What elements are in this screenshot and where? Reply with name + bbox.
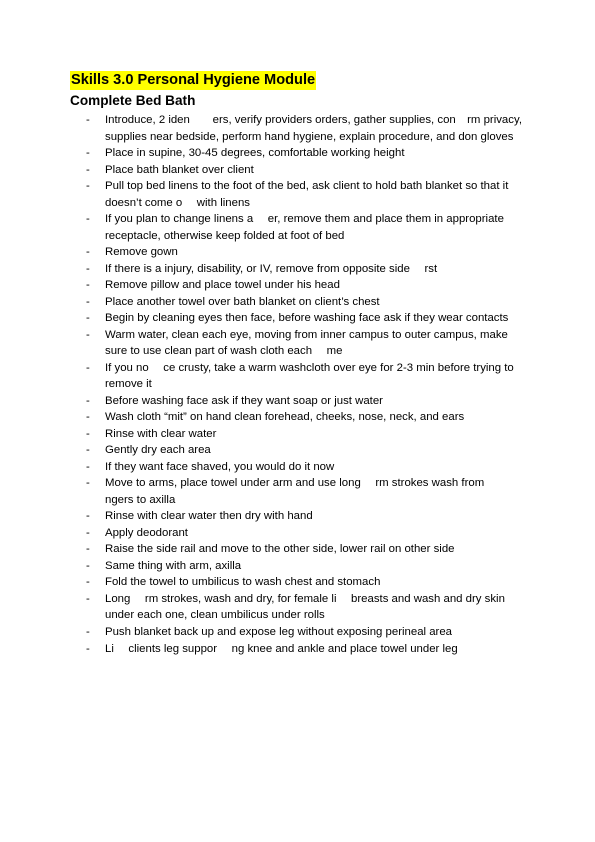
- procedure-step: [86, 261, 526, 278]
- procedure-step: [86, 409, 526, 426]
- procedure-steps-list: [86, 112, 526, 657]
- bullet-dash: -: [86, 163, 90, 176]
- bullet-dash: -: [86, 295, 90, 308]
- bullet-dash: -: [86, 576, 90, 589]
- procedure-step: [86, 525, 526, 542]
- procedure-step-text: Raise the side rail and move to the other side, lower rail on other side: [105, 543, 455, 556]
- procedure-step: [86, 426, 526, 443]
- procedure-step-text: Li clients leg suppor ng knee and ankle and place towel under leg: [105, 642, 458, 655]
- bullet-dash: -: [86, 427, 90, 440]
- procedure-step-text: Introduce, 2 iden ers, verify providers orders, gather supplies, con rm privacy, supplies near bedside, perform hand hygiene, explain procedure, and don gloves: [105, 114, 522, 143]
- bullet-dash: -: [86, 543, 90, 556]
- procedure-step-text: Place bath blanket over client: [105, 163, 254, 176]
- procedure-step-text: Long rm strokes, wash and dry, for female li breasts and wash and dry skin under each one, clean umbilicus under rolls: [105, 592, 505, 622]
- procedure-step: [86, 277, 526, 294]
- procedure-step-text: Place another towel over bath blanket on client’s chest: [105, 295, 380, 308]
- bullet-dash: -: [86, 411, 90, 424]
- bullet-dash: -: [86, 361, 90, 374]
- bullet-dash: -: [86, 312, 90, 325]
- bullet-dash: -: [86, 262, 90, 275]
- procedure-step: [86, 624, 526, 641]
- procedure-step-text: Push blanket back up and expose leg without exposing perineal area: [105, 625, 453, 638]
- procedure-step-text: Move to arms, place towel under arm and use long rm strokes wash from ngers to axilla: [105, 477, 499, 506]
- procedure-step-text: Begin by cleaning eyes then face, before washing face ask if they wear contacts: [105, 312, 509, 325]
- procedure-step-text: If you plan to change linens a er, remove them and place them in appropriate receptacle, otherwise keep folded at foot of bed: [105, 213, 504, 242]
- title-container: [70, 71, 316, 91]
- bullet-dash: -: [86, 246, 90, 259]
- bullet-dash: -: [86, 444, 90, 457]
- procedure-step-text: If you no ce crusty, take a warm washcloth over eye for 2-3 min before trying to remove it: [105, 361, 514, 391]
- procedure-step: [86, 360, 526, 393]
- procedure-step: [86, 475, 526, 508]
- procedure-step: [86, 145, 526, 162]
- procedure-step: [86, 112, 526, 145]
- procedure-step: [86, 178, 526, 211]
- bullet-dash: -: [86, 114, 90, 126]
- bullet-dash: -: [86, 279, 90, 292]
- bullet-dash: -: [86, 510, 90, 523]
- bullet-dash: -: [86, 625, 90, 638]
- procedure-step-text: Rinse with clear water: [105, 427, 217, 440]
- procedure-step-text: Warm water, clean each eye, moving from inner campus to outer campus, make sure to use clean part of wash cloth each me: [105, 328, 508, 358]
- procedure-step-text: Wash cloth “mit” on hand clean forehead, cheeks, nose, neck, and ears: [105, 411, 465, 424]
- procedure-step-text: Before washing face ask if they want soap or just water: [105, 394, 383, 407]
- procedure-step: [86, 327, 526, 360]
- bullet-dash: -: [86, 559, 90, 572]
- procedure-step-text: Apply deodorant: [105, 526, 188, 539]
- procedure-step: [86, 294, 526, 311]
- bullet-dash: -: [86, 592, 90, 605]
- procedure-step: [86, 508, 526, 525]
- bullet-dash: -: [86, 213, 90, 226]
- document-title: Skills 3.0 Personal Hygiene Module: [71, 72, 316, 88]
- procedure-step-text: Place in supine, 30-45 degrees, comfortable working height: [105, 147, 405, 160]
- procedure-step-text: If there is a injury, disability, or IV, remove from opposite side rst: [105, 262, 438, 275]
- procedure-step-text: Gently dry each area: [105, 444, 211, 457]
- procedure-step-text: Remove gown: [105, 246, 178, 259]
- section-heading: Complete Bed Bath: [70, 93, 196, 108]
- bullet-dash: -: [86, 147, 90, 160]
- procedure-step: [86, 393, 526, 410]
- procedure-step: [86, 541, 526, 558]
- procedure-step-text: Remove pillow and place towel under his head: [105, 279, 340, 292]
- procedure-step: [86, 591, 526, 624]
- bullet-dash: -: [86, 477, 90, 490]
- bullet-dash: -: [86, 394, 90, 407]
- procedure-step-text: Rinse with clear water then dry with hand: [105, 510, 313, 523]
- procedure-step: [86, 162, 526, 179]
- procedure-step-text: Same thing with arm, axilla: [105, 559, 242, 572]
- procedure-step-text: Pull top bed linens to the foot of the bed, ask client to hold bath blanket so that it doesn’t come o with linens: [105, 180, 509, 209]
- bullet-dash: -: [86, 180, 90, 193]
- bullet-dash: -: [86, 460, 90, 473]
- bullet-dash: -: [86, 526, 90, 539]
- procedure-step: [86, 558, 526, 575]
- procedure-step: [86, 310, 526, 327]
- procedure-step: [86, 244, 526, 261]
- bullet-dash: -: [86, 642, 90, 655]
- procedure-step: [86, 574, 526, 591]
- procedure-step: [86, 459, 526, 476]
- procedure-step: [86, 211, 526, 244]
- bullet-dash: -: [86, 328, 90, 341]
- procedure-step: [86, 442, 526, 459]
- procedure-step: [86, 641, 526, 658]
- procedure-step-text: Fold the towel to umbilicus to wash chest and stomach: [105, 576, 381, 589]
- procedure-step-text: If they want face shaved, you would do it now: [105, 460, 335, 473]
